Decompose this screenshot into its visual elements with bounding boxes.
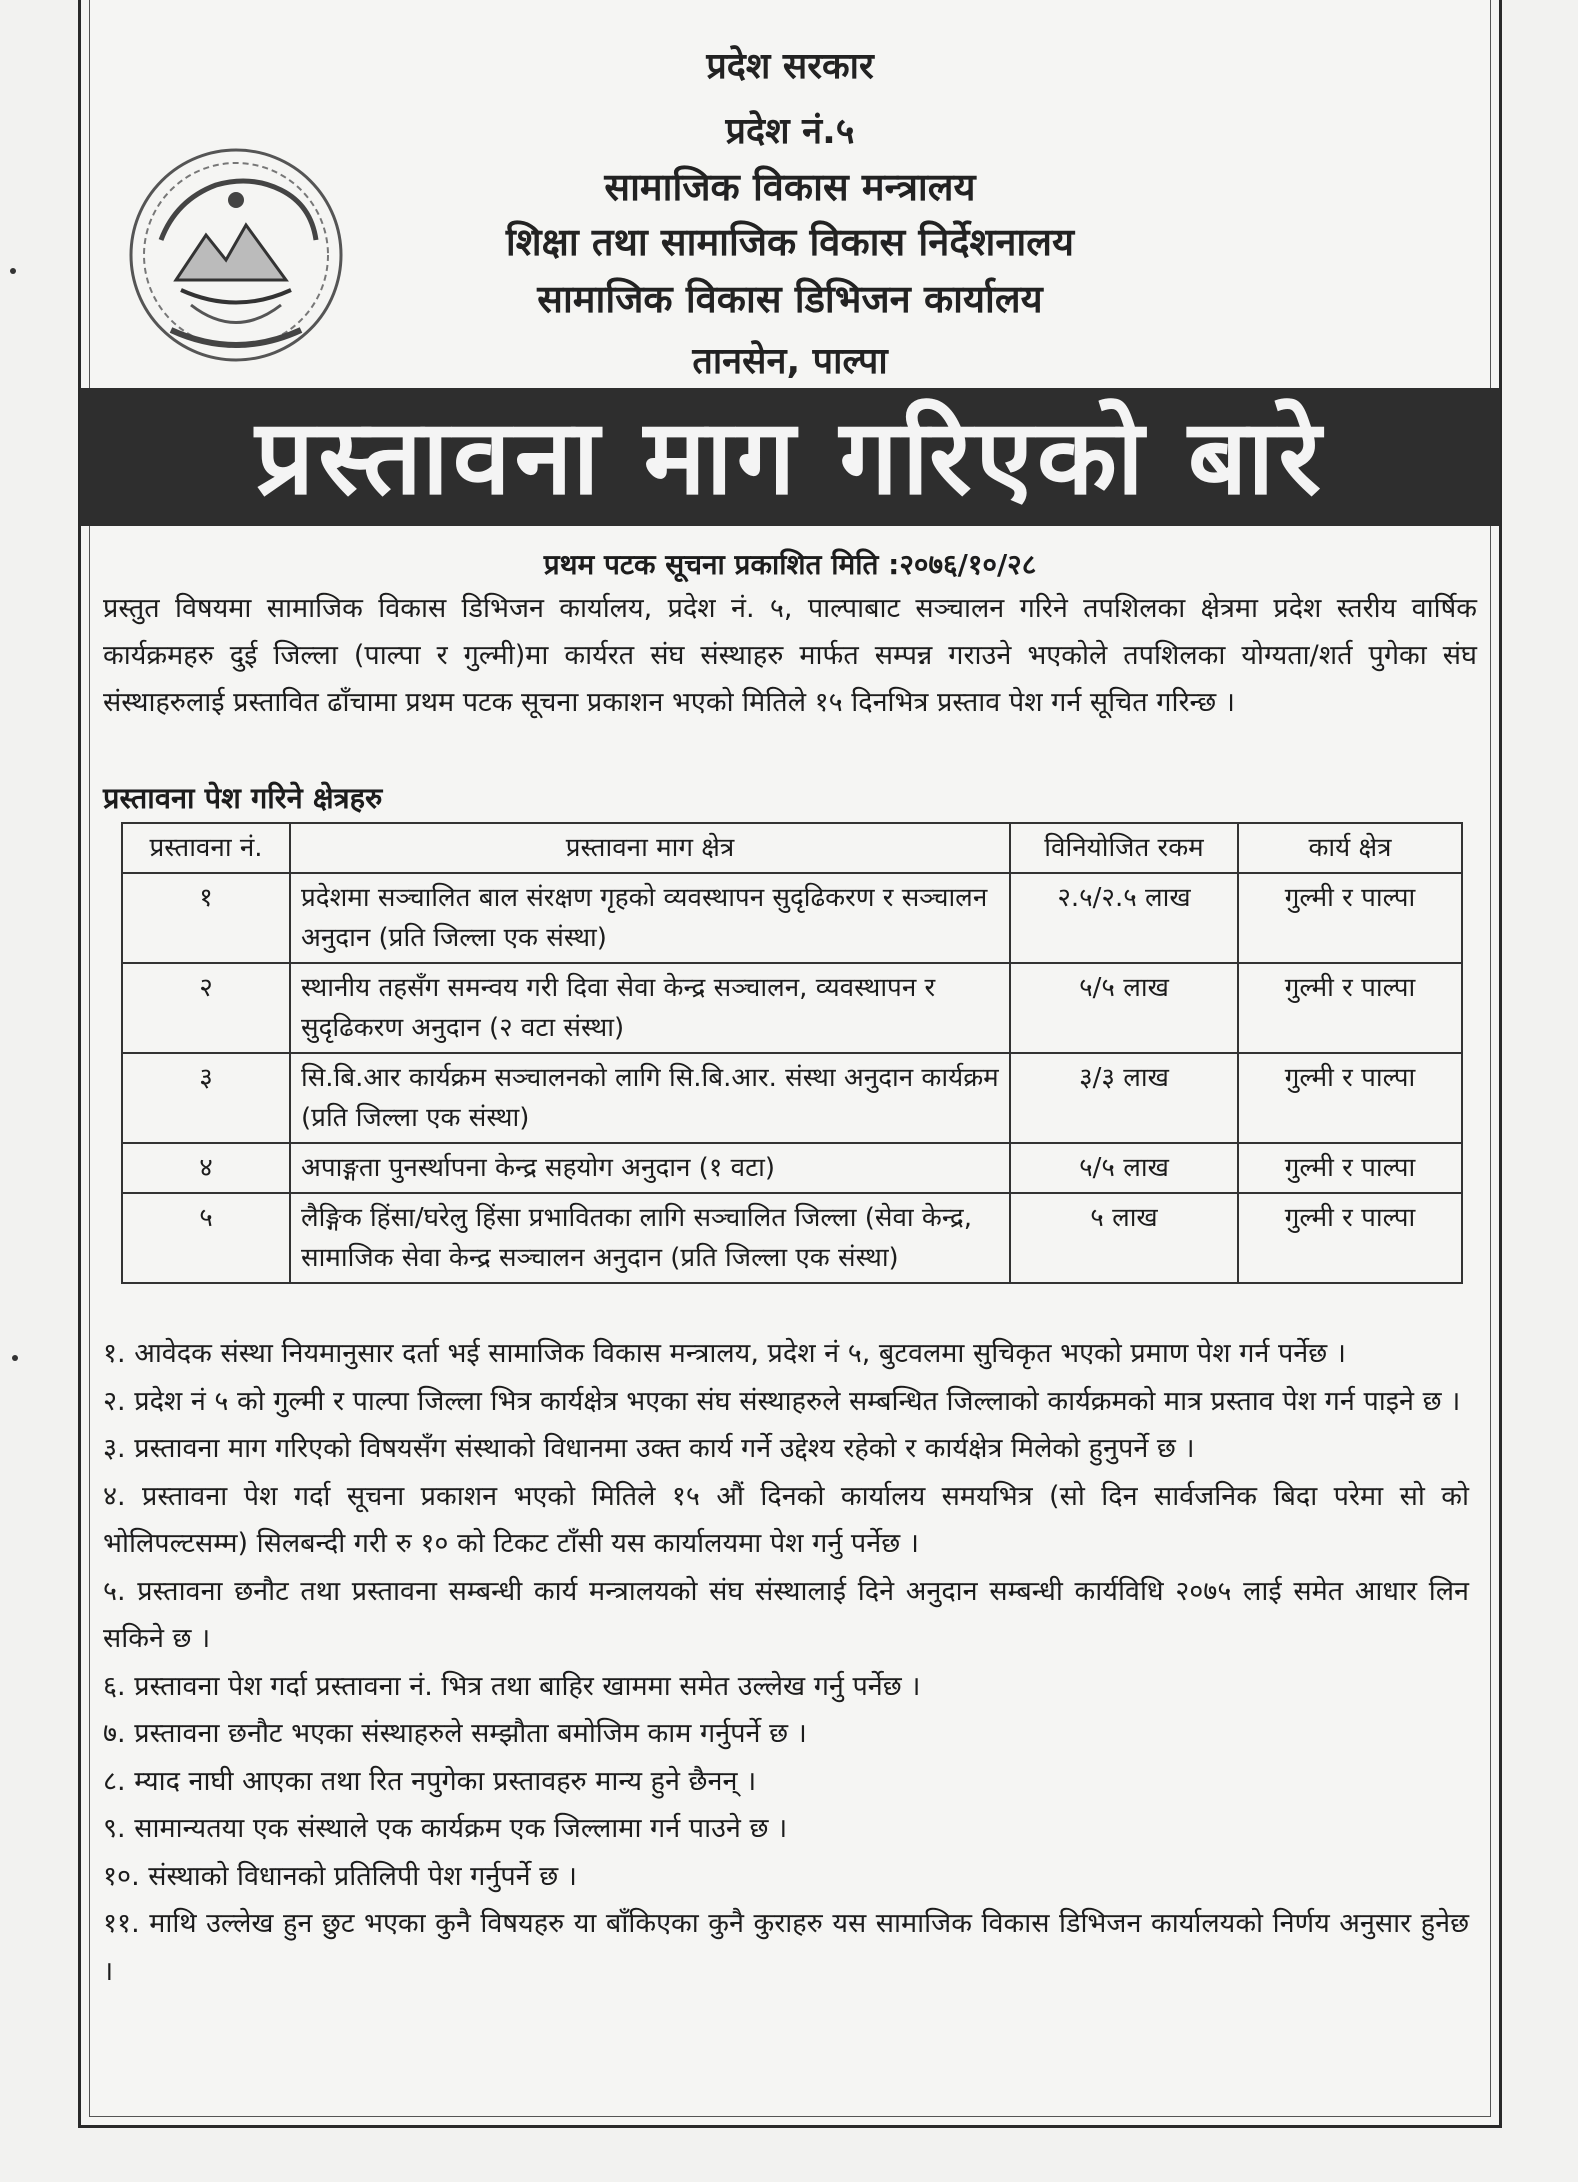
condition-item: ६. प्रस्तावना पेश गर्दा प्रस्तावना नं. भित्र तथा बाहिर खाममा समेत उल्लेख गर्नु पर्नेछ । [103,1670,921,1702]
condition-item: ८. म्याद नाघी आएका तथा रित नपुगेका प्रस्तावहरु मान्य हुने छैनन् । [103,1765,757,1797]
row-number: ३ [122,1053,290,1143]
row-district: गुल्मी र पाल्पा [1238,1053,1462,1143]
header-division-office: सामाजिक विकास डिभिजन कार्यालय [537,277,1043,321]
header-proposal-area: प्रस्तावना माग क्षेत्र [290,823,1010,873]
header-province-government: प्रदेश सरकार [706,46,874,87]
condition-item: ९. सामान्यतया एक संस्थाले एक कार्यक्रम एक जिल्लामा गर्न पाउने छ । [103,1813,788,1844]
row-number: ४ [122,1143,290,1193]
row-amount: ३/३ लाख [1010,1053,1238,1143]
row-area: स्थानीय तहसँग समन्वय गरी दिवा सेवा केन्द्र सञ्चालन, व्यवस्थापन र सुदृढिकरण अनुदान (२ वटा संस्था) [290,963,1010,1053]
table-header-row [122,823,1462,873]
row-district: गुल्मी र पाल्पा [1238,1143,1462,1193]
row-district: गुल्मी र पाल्पा [1238,963,1462,1053]
header-location: तानसेन, पाल्पा [692,341,888,382]
notice-title-banner: प्रस्तावना माग गरिएको बारे [80,388,1500,526]
table-row [122,1053,1462,1143]
condition-item: ११. माथि उल्लेख हुन छुट भएका कुनै विषयहरु या बाँकिएका कुनै कुराहरु यस सामाजिक विकास डिभिजन कार्यालयको निर्णय अनुसार हुनेछ । [103,1908,1469,1987]
table-row [122,963,1462,1053]
row-area: प्रदेशमा सञ्चालित बाल संरक्षण गृहको व्यवस्थापन सुदृढिकरण र सञ्चालन अनुदान (प्रति जिल्ला एक संस्था) [290,873,1010,963]
proposal-areas-table [121,822,1463,1284]
condition-item: ७. प्रस्तावना छनौट भएका संस्थाहरुले सम्झौता बमोजिम काम गर्नुपर्ने छ । [103,1718,807,1749]
condition-item: ३. प्रस्तावना माग गरिएको विषयसँग संस्थाको विधानमा उक्त कार्य गर्ने उद्देश्य रहेको र कार्यक्षेत्र मिलेको हुनुपर्ने छ । [103,1433,1195,1464]
row-amount: ५/५ लाख [1010,1143,1238,1193]
row-area: लैङ्गिक हिंसा/घरेलु हिंसा प्रभावितका लागि सञ्चालित जिल्ला (सेवा केन्द्र, सामाजिक सेवा केन्द्र सञ्चालन अनुदान (प्रति जिल्ला एक संस्था) [290,1193,1010,1283]
row-number: १ [122,873,290,963]
header-directorate: शिक्षा तथा सामाजिक विकास निर्देशनालय [505,220,1075,264]
section-title: प्रस्तावना पेश गरिने क्षेत्रहरु [103,781,383,815]
condition-item: ५. प्रस्तावना छनौट तथा प्रस्तावना सम्बन्धी कार्य मन्त्रालयको संघ संस्थालाई दिने अनुदान सम्बन्धी कार्यविधि २०७५ लाई समेत आधार लिन सकिने छ । [103,1575,1469,1654]
condition-item: १. आवेदक संस्था नियमानुसार दर्ता भई सामाजिक विकास मन्त्रालय, प्रदेश नं ५, बुटवलमा सुचिकृत भएको प्रमाण पेश गर्न पर्नेछ । [103,1338,1347,1369]
condition-item: २. प्रदेश नं ५ को गुल्मी र पाल्पा जिल्ला भित्र कार्यक्षेत्र भएका संघ संस्थाहरुले सम्बन्धित जिल्लाको कार्यक्रमको मात्र प्रस्ताव पेश गर्न पाइने छ । [103,1385,1461,1417]
row-district: गुल्मी र पाल्पा [1238,873,1462,963]
notice-sheet [78,0,1502,2128]
table-row [122,873,1462,963]
row-area: अपाङ्गता पुनर्स्थापना केन्द्र सहयोग अनुदान (१ वटा) [290,1143,1010,1193]
publication-date: प्रथम पटक सूचना प्रकाशित मिति :२०७६/१०/२८ [543,548,1037,581]
row-number: २ [122,963,290,1053]
row-area: सि.बि.आर कार्यक्रम सञ्चालनको लागि सि.बि.आर. संस्था अनुदान कार्यक्रम (प्रति जिल्ला एक संस्था) [290,1053,1010,1143]
row-amount: २.५/२.५ लाख [1010,873,1238,963]
intro-paragraph: प्रस्तुत विषयमा सामाजिक विकास डिभिजन कार्यालय, प्रदेश नं. ५, पाल्पाबाट सञ्चालन गरिने तपशिलका क्षेत्रमा प्रदेश स्तरीय वार्षिक कार्यक्रमहरु दुई जिल्ला (पाल्पा र गुल्मी)मा कार्यरत संघ संस्थाहरु मार्फत सम्पन्न गराउने भएकोले तपशिलका योग्यता/शर्त पुगेका संघ संस्थाहरुलाई प्रस्तावित ढाँचामा प्रथम पटक सूचना प्रकाशन भएको मितिले १५ दिनभित्र प्रस्ताव पेश गर्न सूचित गरिन्छ । [103,593,1477,718]
table-row [122,1143,1462,1193]
condition-item: १०. संस्थाको विधानको प्रतिलिपी पेश गर्नुपर्ने छ । [103,1860,577,1892]
header-allocated-amount: विनियोजित रकम [1010,823,1238,873]
header-province-number: प्रदेश नं.५ [725,111,855,152]
row-number: ५ [122,1193,290,1283]
header-proposal-number: प्रस्तावना नं. [122,823,290,873]
row-district: गुल्मी र पाल्पा [1238,1193,1462,1283]
header-work-area: कार्य क्षेत्र [1238,823,1462,873]
condition-item: ४. प्रस्तावना पेश गर्दा सूचना प्रकाशन भएको मितिले १५ औं दिनको कार्यालय समयभित्र (सो दिन सार्वजनिक बिदा परेमा सो को भोलिपल्टसम्म) सिलबन्दी गरी रु १० को टिकट टाँसी यस कार्यालयमा पेश गर्नु पर्नेछ । [103,1480,1469,1559]
header-ministry: सामाजिक विकास मन्त्रालय [604,165,976,209]
row-amount: ५ लाख [1010,1193,1238,1283]
table-row [122,1193,1462,1283]
row-amount: ५/५ लाख [1010,963,1238,1053]
conditions-list [103,1330,1469,1995]
